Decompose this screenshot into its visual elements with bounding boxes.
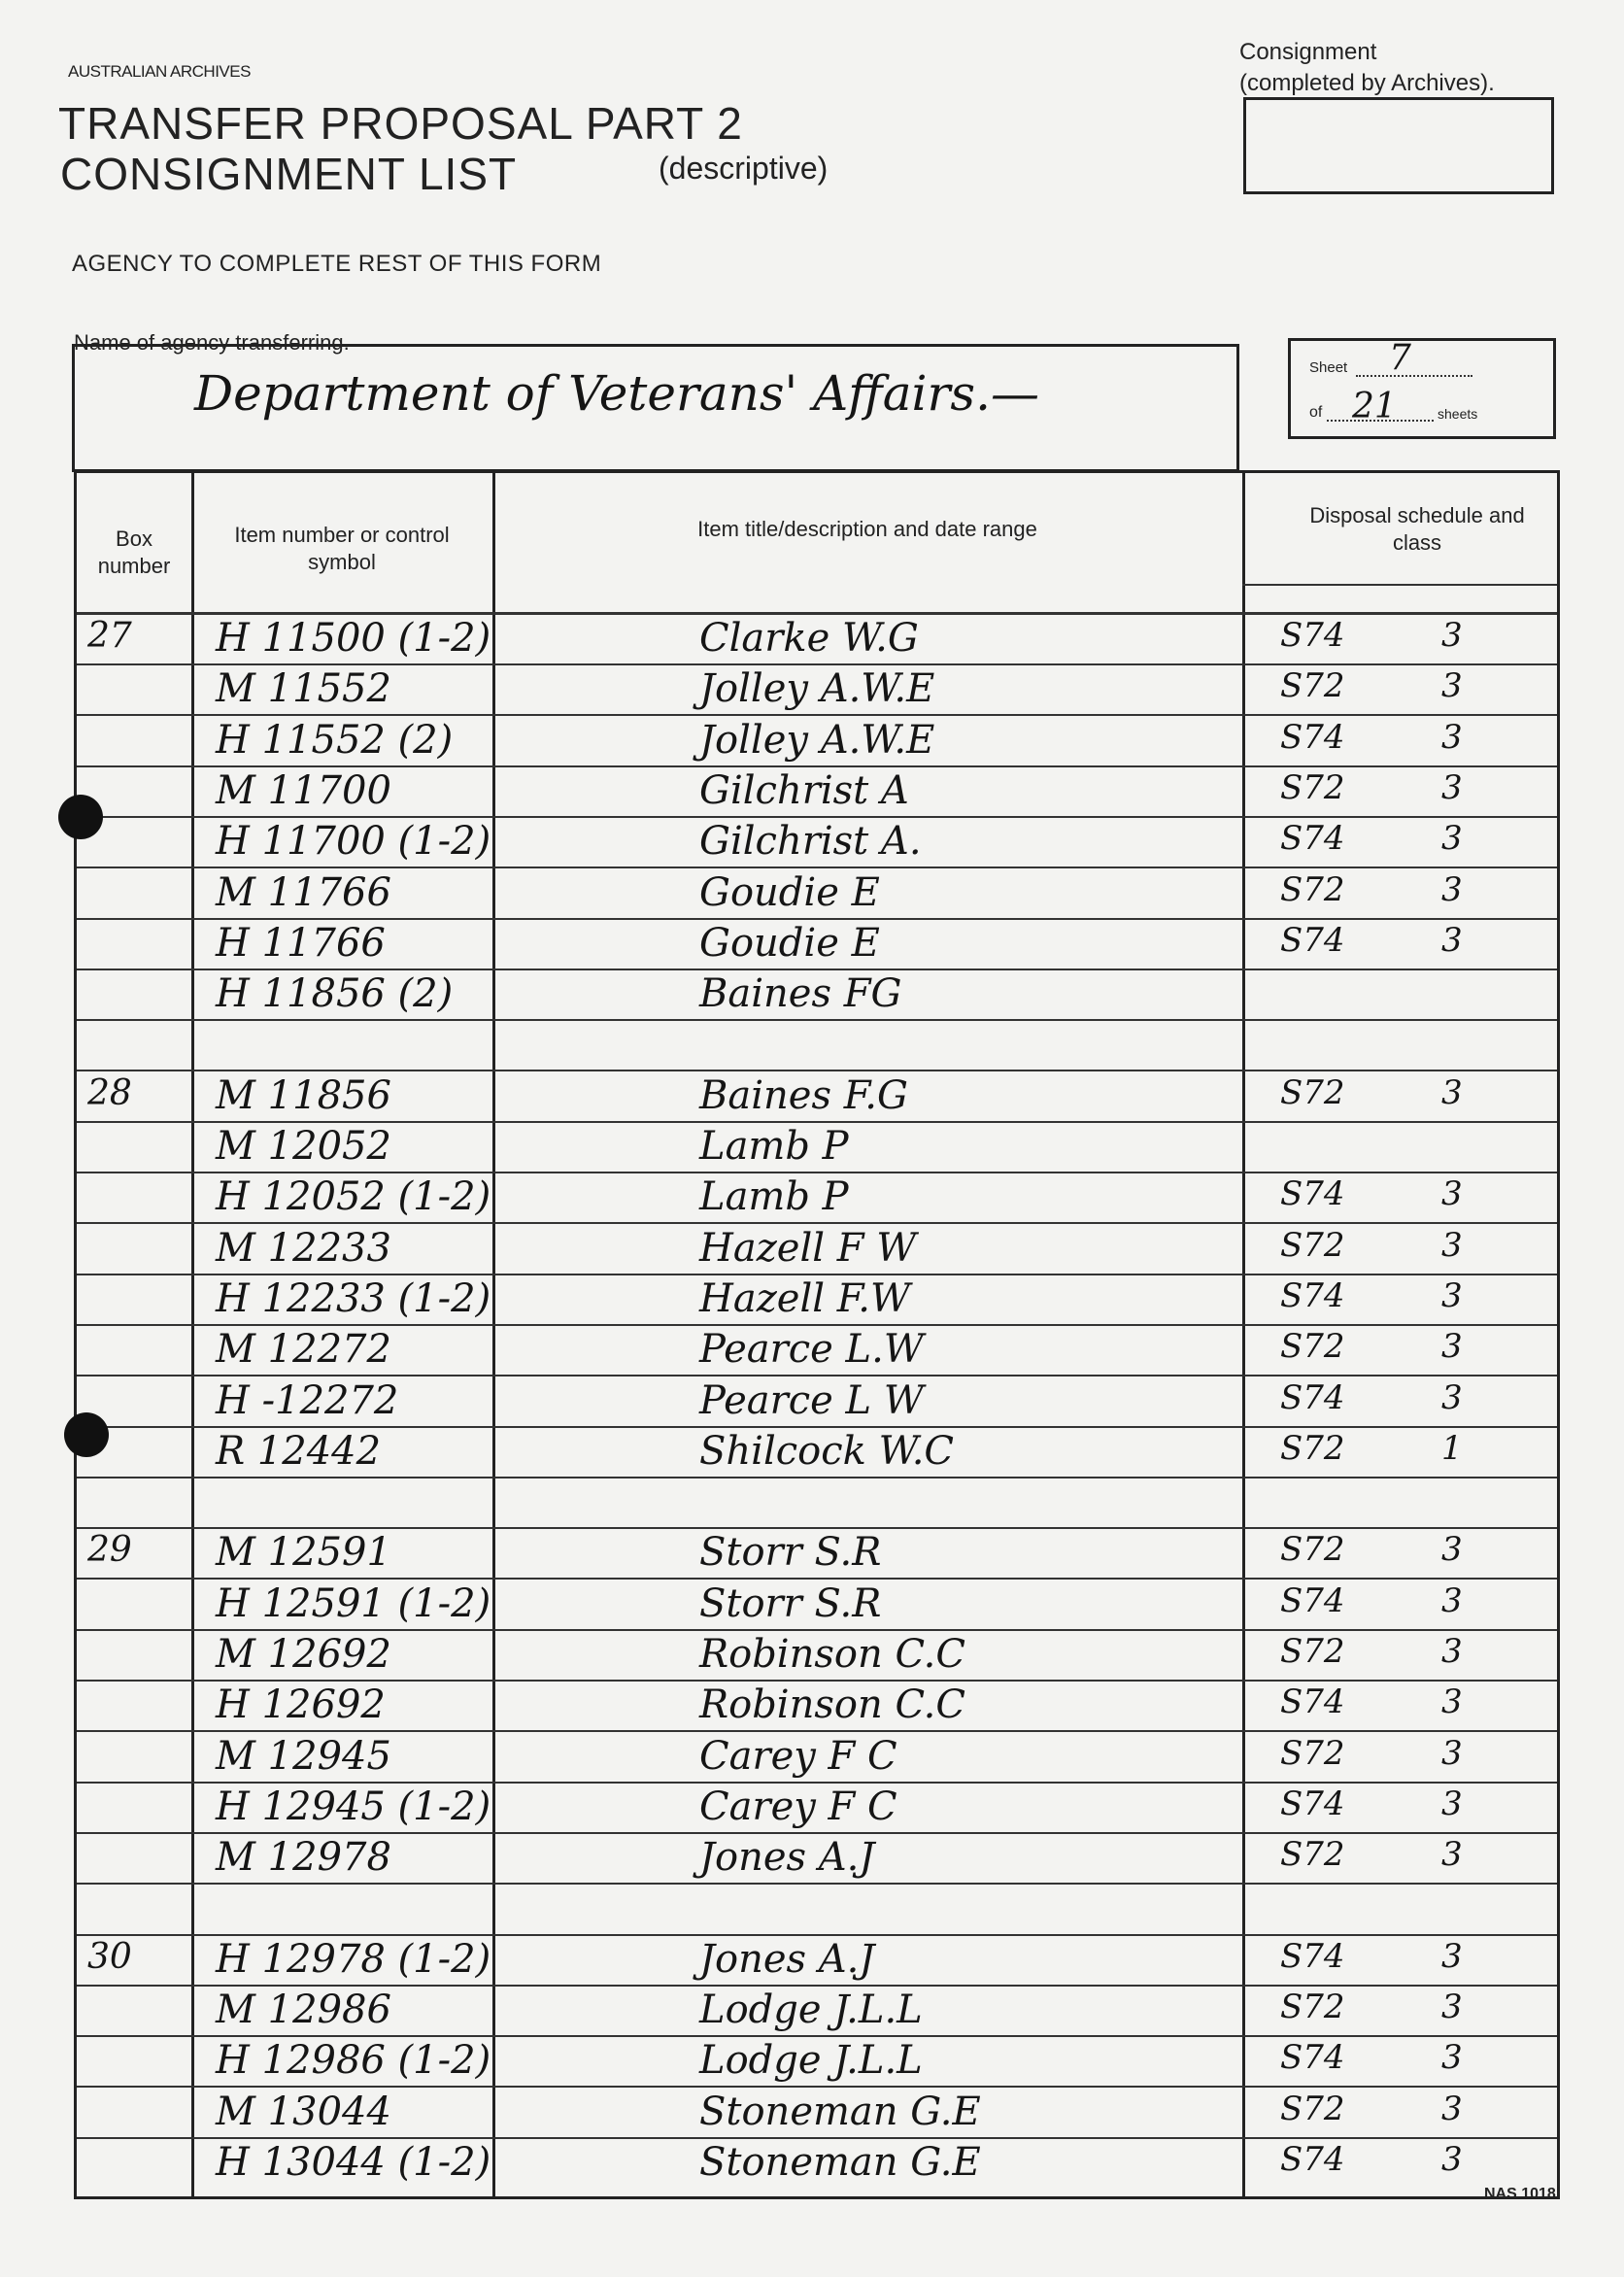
disposal-schedule: S74 bbox=[1280, 1682, 1345, 1722]
item-title: Clarke W.G bbox=[699, 616, 919, 661]
column-divider bbox=[191, 473, 194, 2196]
row-divider bbox=[77, 1527, 1557, 1529]
disposal-class: 3 bbox=[1441, 1682, 1463, 1722]
disposal-class: 3 bbox=[1441, 2038, 1463, 2078]
item-title: Pearce L.W bbox=[699, 1327, 924, 1373]
disposal-class: 3 bbox=[1441, 666, 1463, 706]
row-divider bbox=[77, 918, 1557, 920]
box-number: 29 bbox=[87, 1530, 132, 1571]
form-code: NAS 1018 bbox=[1484, 2186, 1556, 2202]
disposal-class: 3 bbox=[1441, 1784, 1463, 1823]
row-divider bbox=[77, 1934, 1557, 1936]
disposal-schedule: S72 bbox=[1280, 1733, 1345, 1773]
item-number: H 12978 (1-2) bbox=[216, 1936, 491, 1982]
item-number: R 12442 bbox=[216, 1428, 382, 1474]
form-title-line2: CONSIGNMENT LIST bbox=[60, 149, 518, 199]
disposal-schedule: S74 bbox=[1280, 1580, 1345, 1620]
row-divider bbox=[77, 1324, 1557, 1326]
header-divider bbox=[77, 612, 1557, 615]
punch-hole bbox=[58, 795, 103, 839]
row-divider bbox=[77, 867, 1557, 868]
row-divider bbox=[77, 1019, 1557, 1021]
row-divider bbox=[77, 1782, 1557, 1784]
item-title: Baines FG bbox=[699, 971, 902, 1017]
item-number: M 11766 bbox=[216, 869, 391, 915]
row-divider bbox=[77, 765, 1557, 767]
item-number: H 11552 (2) bbox=[216, 717, 454, 763]
item-number: M 12052 bbox=[216, 1124, 391, 1169]
header-box-number: Box number bbox=[97, 527, 171, 578]
disposal-class: 3 bbox=[1441, 869, 1463, 909]
consignment-box bbox=[1243, 97, 1554, 194]
item-number: M 12692 bbox=[216, 1632, 391, 1677]
item-title: Robinson C.C bbox=[699, 1682, 965, 1728]
disposal-schedule: S74 bbox=[1280, 1936, 1345, 1976]
item-title: Hazell F.W bbox=[699, 1275, 911, 1321]
row-divider bbox=[77, 663, 1557, 665]
disposal-header-divider bbox=[1242, 584, 1557, 586]
item-number: H 11766 bbox=[216, 920, 386, 966]
item-title: Lamb P bbox=[699, 1124, 849, 1169]
item-title: Stoneman G.E bbox=[699, 2089, 981, 2134]
item-number: M 12272 bbox=[216, 1327, 391, 1373]
item-number: M 11856 bbox=[216, 1072, 391, 1118]
disposal-schedule: S72 bbox=[1280, 1072, 1345, 1112]
column-divider bbox=[492, 473, 495, 2196]
disposal-schedule: S74 bbox=[1280, 920, 1345, 960]
item-title: Stoneman G.E bbox=[699, 2140, 981, 2185]
row-divider bbox=[77, 816, 1557, 818]
item-number: H 12052 (1-2) bbox=[216, 1174, 491, 1220]
disposal-schedule: S74 bbox=[1280, 1174, 1345, 1214]
item-title: Carey F C bbox=[699, 1784, 897, 1829]
item-title: Lamb P bbox=[699, 1174, 849, 1220]
archives-label: AUSTRALIAN ARCHIVES bbox=[68, 62, 251, 81]
disposal-class: 3 bbox=[1441, 1936, 1463, 1976]
sheet-box bbox=[1288, 338, 1556, 439]
row-divider bbox=[77, 1070, 1557, 1071]
disposal-class: 3 bbox=[1441, 1733, 1463, 1773]
item-number: H 11856 (2) bbox=[216, 971, 454, 1017]
box-number: 28 bbox=[87, 1072, 132, 1113]
disposal-schedule: S72 bbox=[1280, 1428, 1345, 1468]
disposal-schedule: S72 bbox=[1280, 1225, 1345, 1265]
row-divider bbox=[77, 1172, 1557, 1173]
item-number: M 12233 bbox=[216, 1225, 391, 1271]
item-title: Carey F C bbox=[699, 1733, 897, 1779]
row-divider bbox=[77, 1274, 1557, 1275]
agency-name: Department of Veterans' Affairs.— bbox=[194, 365, 1039, 422]
disposal-schedule: S74 bbox=[1280, 2038, 1345, 2078]
disposal-schedule: S74 bbox=[1280, 1275, 1345, 1315]
item-title: Shilcock W.C bbox=[699, 1428, 955, 1474]
sheets-label: sheets bbox=[1438, 406, 1478, 422]
header-item-number: Item number or control symbol bbox=[234, 523, 450, 574]
form-title-descriptor: (descriptive) bbox=[659, 151, 829, 186]
item-title: Jolley A.W.E bbox=[699, 666, 935, 712]
disposal-schedule: S74 bbox=[1280, 819, 1345, 859]
agency-instruction: AGENCY TO COMPLETE REST OF THIS FORM bbox=[72, 251, 602, 277]
item-number: M 12978 bbox=[216, 1835, 391, 1881]
sheet-number: 7 bbox=[1389, 338, 1411, 378]
item-title: Hazell F W bbox=[699, 1225, 917, 1271]
item-number: H 12692 bbox=[216, 1682, 386, 1728]
item-title: Goudie E bbox=[699, 869, 880, 915]
disposal-class: 3 bbox=[1441, 1072, 1463, 1112]
disposal-class: 3 bbox=[1441, 2140, 1463, 2179]
disposal-class: 3 bbox=[1441, 819, 1463, 859]
disposal-class: 3 bbox=[1441, 1377, 1463, 1417]
disposal-schedule: S72 bbox=[1280, 767, 1345, 807]
form-title-line1: TRANSFER PROPOSAL PART 2 bbox=[58, 98, 743, 149]
row-divider bbox=[77, 1629, 1557, 1631]
item-number: M 11552 bbox=[216, 666, 391, 712]
disposal-schedule: S74 bbox=[1280, 717, 1345, 757]
consignment-label bbox=[1239, 37, 1495, 99]
row-divider bbox=[77, 2137, 1557, 2139]
disposal-class: 3 bbox=[1441, 767, 1463, 807]
disposal-schedule: S72 bbox=[1280, 1988, 1345, 2027]
punch-hole bbox=[64, 1412, 109, 1457]
disposal-class: 1 bbox=[1441, 1428, 1463, 1468]
row-divider bbox=[77, 1883, 1557, 1885]
disposal-schedule: S74 bbox=[1280, 1377, 1345, 1417]
row-divider bbox=[77, 1578, 1557, 1580]
row-divider bbox=[77, 1222, 1557, 1224]
item-title: Goudie E bbox=[699, 920, 880, 966]
row-divider bbox=[77, 1121, 1557, 1123]
item-number: H 11500 (1-2) bbox=[216, 616, 491, 661]
disposal-schedule: S74 bbox=[1280, 616, 1345, 655]
disposal-class: 3 bbox=[1441, 1632, 1463, 1671]
disposal-class: 3 bbox=[1441, 1530, 1463, 1570]
row-divider bbox=[77, 1426, 1557, 1428]
disposal-schedule: S72 bbox=[1280, 1530, 1345, 1570]
item-title: Baines F.G bbox=[699, 1072, 908, 1118]
disposal-class: 3 bbox=[1441, 1174, 1463, 1214]
item-number: H 13044 (1-2) bbox=[216, 2140, 491, 2185]
item-title: Lodge J.L.L bbox=[699, 2038, 923, 2084]
disposal-class: 3 bbox=[1441, 1225, 1463, 1265]
item-number: M 13044 bbox=[216, 2089, 391, 2134]
disposal-class: 3 bbox=[1441, 1988, 1463, 2027]
agency-name-label: Name of agency transferring. bbox=[74, 330, 350, 355]
item-number: H 12233 (1-2) bbox=[216, 1275, 491, 1321]
disposal-schedule: S74 bbox=[1280, 1784, 1345, 1823]
item-number: H 11700 (1-2) bbox=[216, 819, 491, 865]
row-divider bbox=[77, 2086, 1557, 2088]
row-divider bbox=[77, 969, 1557, 970]
item-title: Gilchrist A bbox=[699, 767, 909, 813]
item-title: Storr S.R bbox=[699, 1530, 882, 1576]
disposal-schedule: S72 bbox=[1280, 2089, 1345, 2128]
box-number: 27 bbox=[87, 616, 132, 656]
sheet-dotted-line bbox=[1356, 375, 1472, 377]
item-title: Storr S.R bbox=[699, 1580, 882, 1626]
item-title: Jones A.J bbox=[699, 1936, 875, 1982]
disposal-schedule: S72 bbox=[1280, 1835, 1345, 1875]
item-title: Lodge J.L.L bbox=[699, 1988, 923, 2033]
item-title: Jolley A.W.E bbox=[699, 717, 935, 763]
sheet-label: Sheet bbox=[1309, 359, 1348, 376]
disposal-schedule: S72 bbox=[1280, 1632, 1345, 1671]
disposal-class: 3 bbox=[1441, 920, 1463, 960]
header-item-title: Item title/description and date range bbox=[697, 517, 1037, 541]
header-disposal-schedule: Disposal schedule and class bbox=[1309, 503, 1525, 555]
item-number: H -12272 bbox=[216, 1377, 399, 1423]
disposal-class: 3 bbox=[1441, 1275, 1463, 1315]
item-title: Pearce L W bbox=[699, 1377, 924, 1423]
row-divider bbox=[77, 714, 1557, 716]
row-divider bbox=[77, 2035, 1557, 2037]
item-title: Gilchrist A. bbox=[699, 819, 922, 865]
item-title: Robinson C.C bbox=[699, 1632, 965, 1677]
item-number: H 12945 (1-2) bbox=[216, 1784, 491, 1829]
column-divider bbox=[1242, 473, 1245, 2196]
disposal-class: 3 bbox=[1441, 2089, 1463, 2128]
item-title: Jones A.J bbox=[699, 1835, 875, 1881]
disposal-schedule: S72 bbox=[1280, 1327, 1345, 1367]
disposal-schedule: S72 bbox=[1280, 666, 1345, 706]
row-divider bbox=[77, 1680, 1557, 1682]
item-number: M 11700 bbox=[216, 767, 391, 813]
disposal-class: 3 bbox=[1441, 717, 1463, 757]
disposal-class: 3 bbox=[1441, 1835, 1463, 1875]
disposal-schedule: S72 bbox=[1280, 869, 1345, 909]
row-divider bbox=[77, 1832, 1557, 1834]
disposal-schedule: S74 bbox=[1280, 2140, 1345, 2179]
disposal-class: 3 bbox=[1441, 1327, 1463, 1367]
consignment-label-line1: Consignment bbox=[1239, 39, 1377, 65]
item-number: H 12591 (1-2) bbox=[216, 1580, 491, 1626]
row-divider bbox=[77, 1730, 1557, 1732]
row-divider bbox=[77, 1477, 1557, 1478]
item-number: M 12591 bbox=[216, 1530, 391, 1576]
row-divider bbox=[77, 1375, 1557, 1376]
disposal-class: 3 bbox=[1441, 616, 1463, 655]
row-divider bbox=[77, 1985, 1557, 1987]
of-label: of bbox=[1309, 404, 1323, 421]
item-number: M 12945 bbox=[216, 1733, 391, 1779]
consignment-label-line2: (completed by Archives). bbox=[1239, 70, 1495, 96]
item-number: H 12986 (1-2) bbox=[216, 2038, 491, 2084]
box-number: 30 bbox=[87, 1936, 132, 1977]
total-sheets-number: 21 bbox=[1352, 387, 1397, 426]
disposal-class: 3 bbox=[1441, 1580, 1463, 1620]
item-number: M 12986 bbox=[216, 1988, 391, 2033]
